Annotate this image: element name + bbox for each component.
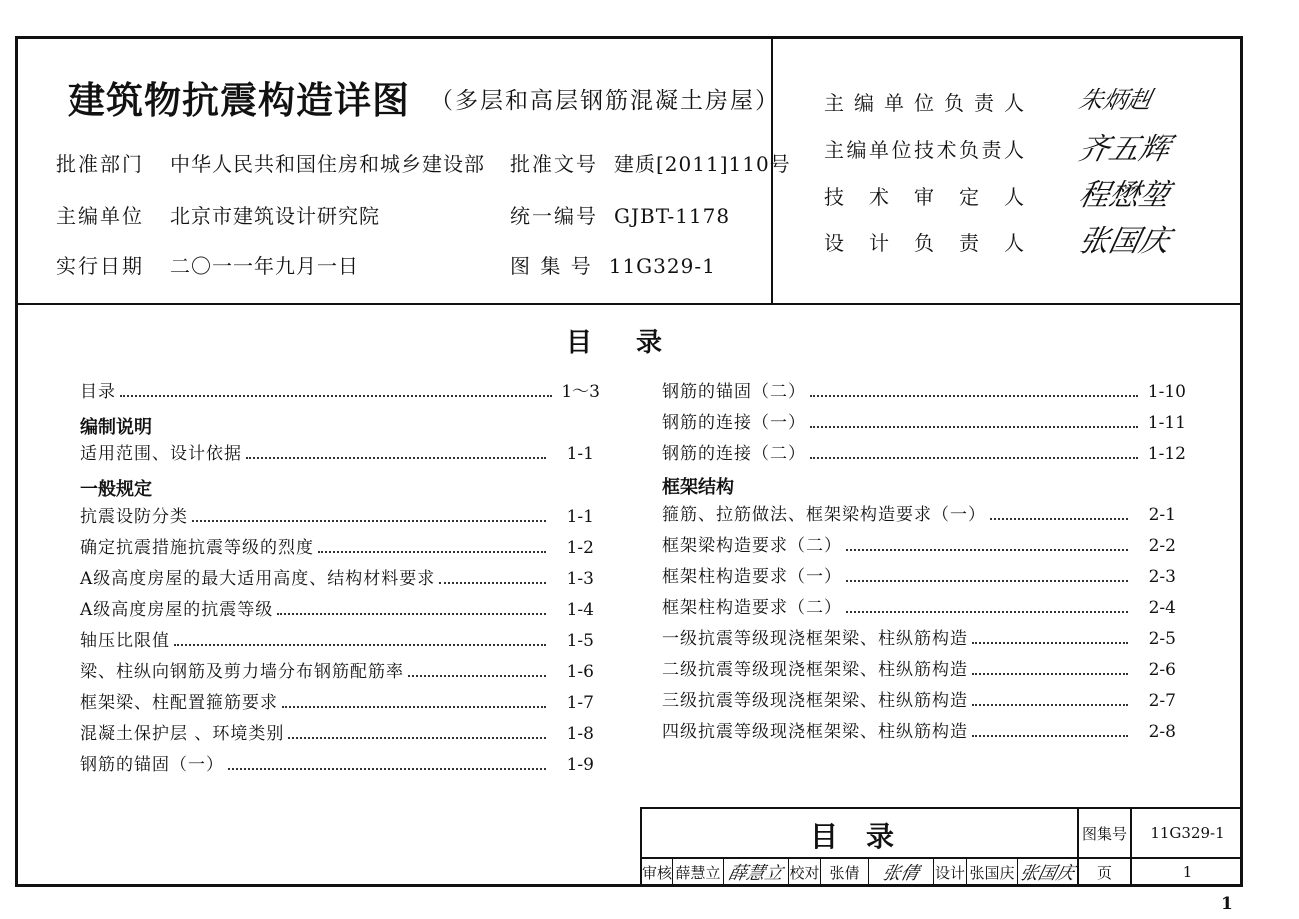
toc-entry-page: 2-8 xyxy=(1148,722,1176,742)
atlas-number-label: 图集号 xyxy=(1081,824,1127,843)
title-block-title: 目录 xyxy=(810,820,923,853)
toc-entry-page: 2-3 xyxy=(1148,567,1176,587)
toc-entry-title: 轴压比限值 xyxy=(80,631,170,651)
page-value: 1 xyxy=(1182,863,1193,881)
leader-dots xyxy=(846,580,1128,582)
toc-entry-page: 1-7 xyxy=(566,693,594,713)
leader-dots xyxy=(318,551,546,553)
handwritten-signature: 程懋堃 xyxy=(1075,178,1173,213)
toc-entry[interactable] xyxy=(662,687,1176,711)
leader-dots xyxy=(439,582,546,584)
toc-entry[interactable] xyxy=(80,534,594,558)
toc-heading: 目录 xyxy=(566,328,707,358)
toc-entry-page: 1-9 xyxy=(566,755,594,775)
toc-entry[interactable] xyxy=(662,718,1176,742)
leader-dots xyxy=(972,673,1128,675)
toc-entry-page: 1-12 xyxy=(1147,444,1186,464)
reviewer-signature: 薛慧立 xyxy=(726,863,785,884)
toc-entry-title: 钢筋的锚固（一） xyxy=(80,755,224,775)
toc-entry-page: 1～3 xyxy=(561,382,600,402)
toc-entry-page: 2-6 xyxy=(1148,660,1176,680)
toc-entry[interactable] xyxy=(80,689,594,713)
atlas-number xyxy=(510,250,716,279)
toc-entry-title: 钢筋的连接（二） xyxy=(662,444,806,464)
toc-entry-title: 抗震设防分类 xyxy=(80,507,188,527)
info-label: 批准部门 xyxy=(56,152,144,176)
reviewer-label: 审核 xyxy=(642,863,673,882)
editor-unit xyxy=(56,200,380,229)
handwritten-signature: 张国庆 xyxy=(1075,224,1173,259)
toc-entry[interactable] xyxy=(80,596,594,620)
role-label: 技术审定人 xyxy=(824,185,1024,209)
atlas-title: 建筑物抗震构造详图 xyxy=(68,79,410,122)
info-value: 二〇一一年九月一日 xyxy=(170,254,359,278)
unified-number xyxy=(510,200,730,229)
leader-dots xyxy=(810,457,1138,459)
info-label: 主编单位 xyxy=(56,204,144,228)
toc-entry[interactable] xyxy=(662,440,1186,464)
info-value: 中华人民共和国住房和城乡建设部 xyxy=(170,152,485,176)
leader-dots xyxy=(972,642,1128,644)
title-block xyxy=(640,807,1243,885)
designer-name: 张国庆 xyxy=(969,863,1015,882)
leader-dots xyxy=(174,644,546,646)
leader-dots xyxy=(846,611,1128,613)
toc-entry-title: 目录 xyxy=(80,382,116,402)
approval-number xyxy=(510,148,791,177)
checker-signature: 张倩 xyxy=(880,863,921,884)
toc-entry-page: 1-3 xyxy=(566,569,594,589)
atlas-number-value: 11G329-1 xyxy=(1150,824,1225,842)
toc-entry[interactable] xyxy=(80,751,594,775)
leader-dots xyxy=(228,768,546,770)
toc-entry-page: 1-5 xyxy=(566,631,594,651)
toc-entry-page: 2-4 xyxy=(1148,598,1176,618)
info-label: 统一编号 xyxy=(510,204,598,228)
toc-entry-page: 1-8 xyxy=(566,724,594,744)
atlas-subtitle: （多层和高层钢筋混凝土房屋） xyxy=(430,88,780,114)
toc-entry-title: 框架梁、柱配置箍筋要求 xyxy=(80,693,278,713)
toc-entry[interactable] xyxy=(662,656,1176,680)
leader-dots xyxy=(846,549,1128,551)
toc-entry-title: 梁、柱纵向钢筋及剪力墙分布钢筋配筋率 xyxy=(80,662,404,682)
toc-entry-page: 1-4 xyxy=(566,600,594,620)
toc-entry-page: 2-2 xyxy=(1148,536,1176,556)
leader-dots xyxy=(972,704,1128,706)
leader-dots xyxy=(120,395,552,397)
toc-entry[interactable] xyxy=(80,440,594,464)
toc-entry-page: 1-2 xyxy=(566,538,594,558)
checker-label: 校对 xyxy=(789,863,820,882)
toc-entry-title: 箍筋、拉筋做法、框架梁构造要求（一） xyxy=(662,505,986,525)
leader-dots xyxy=(288,737,546,739)
info-label: 实行日期 xyxy=(56,254,144,278)
responsible-row xyxy=(824,134,1024,163)
toc-entry[interactable] xyxy=(80,658,594,682)
toc-section: 框架结构 xyxy=(662,477,734,498)
leader-dots xyxy=(990,518,1128,520)
info-label: 批准文号 xyxy=(510,152,598,176)
toc-entry-title: 一级抗震等级现浇框架梁、柱纵筋构造 xyxy=(662,629,968,649)
info-value: GJBT-1178 xyxy=(614,204,731,228)
toc-entry[interactable] xyxy=(662,378,1186,402)
page-label: 页 xyxy=(1096,863,1112,882)
toc-entry-title: 框架梁构造要求（二） xyxy=(662,536,842,556)
toc-section: 编制说明 xyxy=(80,417,152,438)
effective-date xyxy=(56,250,359,279)
toc-entry[interactable] xyxy=(662,532,1176,556)
toc-entry-page: 1-6 xyxy=(566,662,594,682)
toc-entry-title: 确定抗震措施抗震等级的烈度 xyxy=(80,538,314,558)
header-divider xyxy=(17,303,1241,305)
info-value: 建质[2011]110号 xyxy=(614,152,791,176)
leader-dots xyxy=(246,457,546,459)
checker-name: 张倩 xyxy=(829,863,860,882)
toc-entry[interactable] xyxy=(80,503,594,527)
toc-entry[interactable] xyxy=(662,501,1176,525)
toc-entry-title: 框架柱构造要求（一） xyxy=(662,567,842,587)
leader-dots xyxy=(810,426,1138,428)
toc-entry-title: 适用范围、设计依据 xyxy=(80,444,242,464)
toc-entry-title: 框架柱构造要求（二） xyxy=(662,598,842,618)
approval-dept xyxy=(56,148,485,177)
leader-dots xyxy=(277,613,546,615)
info-value: 11G329-1 xyxy=(608,254,716,278)
designer-signature: 张国庆 xyxy=(1017,863,1077,884)
toc-entry-title: 钢筋的连接（一） xyxy=(662,413,806,433)
toc-entry[interactable] xyxy=(662,563,1176,587)
toc-entry[interactable] xyxy=(662,409,1186,433)
toc-entry-title: A级高度房屋的抗震等级 xyxy=(80,600,274,620)
handwritten-signature: 齐五辉 xyxy=(1075,132,1173,167)
leader-dots xyxy=(810,395,1138,397)
responsible-row xyxy=(824,181,1024,210)
toc-entry-title: 二级抗震等级现浇框架梁、柱纵筋构造 xyxy=(662,660,968,680)
toc-entry[interactable] xyxy=(80,720,594,744)
toc-entry[interactable] xyxy=(80,627,594,651)
toc-entry-title: 四级抗震等级现浇框架梁、柱纵筋构造 xyxy=(662,722,968,742)
leader-dots xyxy=(972,735,1128,737)
toc-entry-page: 2-1 xyxy=(1148,505,1176,525)
toc-entry-page: 2-5 xyxy=(1148,629,1176,649)
toc-section: 一般规定 xyxy=(80,479,152,500)
toc-entry[interactable] xyxy=(662,625,1176,649)
sheet-page-number: 1 xyxy=(1221,894,1233,914)
toc-entry[interactable] xyxy=(662,594,1176,618)
toc-entry-title: 三级抗震等级现浇框架梁、柱纵筋构造 xyxy=(662,691,968,711)
toc-entry[interactable] xyxy=(80,378,600,402)
role-label: 主编单位负责人 xyxy=(824,91,1024,115)
toc-entry-title: 钢筋的锚固（二） xyxy=(662,382,806,402)
leader-dots xyxy=(408,675,546,677)
designer-label: 设计 xyxy=(934,863,965,882)
leader-dots xyxy=(282,706,546,708)
toc-entry-page: 1-1 xyxy=(566,507,594,527)
toc-entry[interactable] xyxy=(80,565,594,589)
reviewer-name: 薛慧立 xyxy=(675,863,721,882)
info-value: 北京市建筑设计研究院 xyxy=(170,204,380,228)
toc-entry-page: 1-10 xyxy=(1147,382,1186,402)
toc-entry-page: 1-1 xyxy=(566,444,594,464)
toc-entry-title: A级高度房屋的最大适用高度、结构材料要求 xyxy=(80,569,436,589)
leader-dots xyxy=(192,520,546,522)
info-label: 图 集 号 xyxy=(510,254,593,278)
toc-entry-title: 混凝土保护层 、环境类别 xyxy=(80,724,285,744)
handwritten-signature: 朱炳赳 xyxy=(1076,86,1155,114)
responsible-row xyxy=(824,227,1024,256)
toc-entry-page: 2-7 xyxy=(1148,691,1176,711)
toc-entry-page: 1-11 xyxy=(1147,413,1186,433)
role-label: 设计负责人 xyxy=(824,231,1024,255)
responsible-row xyxy=(824,87,1024,116)
role-label: 主编单位技术负责人 xyxy=(824,138,1024,162)
